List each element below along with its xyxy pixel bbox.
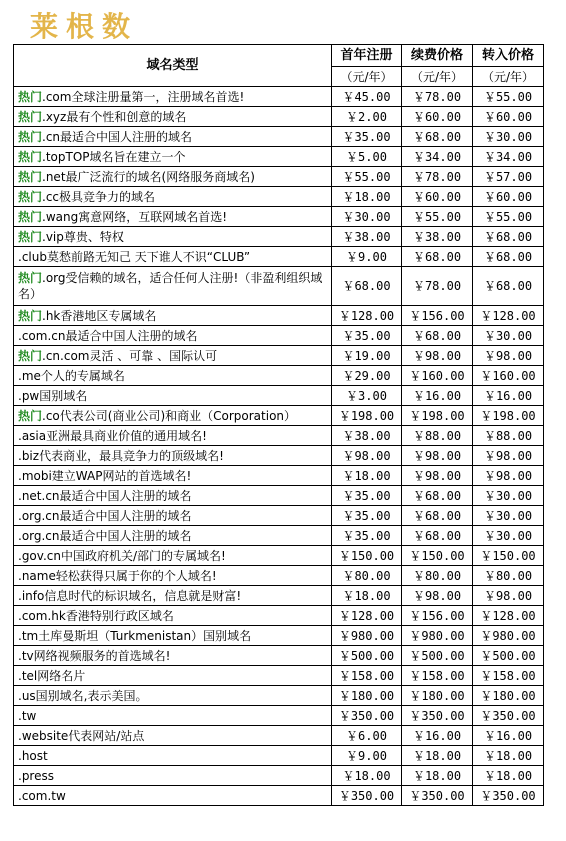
first-year-price: ￥38.00: [332, 227, 402, 247]
domain-type-cell: [14, 506, 332, 526]
table-row: [14, 666, 544, 686]
transfer-price: ￥34.00: [473, 147, 544, 167]
domain-description: .com全球注册量第一，注册域名首选!: [42, 89, 245, 104]
domain-description: .club莫愁前路无知己 天下谁人不识“CLUB”: [18, 249, 251, 264]
first-year-price: ￥35.00: [332, 326, 402, 346]
renewal-price: ￥78.00: [402, 267, 473, 306]
transfer-price: ￥500.00: [473, 646, 544, 666]
domain-type-cell: [14, 426, 332, 446]
renewal-price: ￥156.00: [402, 306, 473, 326]
domain-description: .topTOP域名旨在建立一个: [42, 149, 186, 164]
first-year-price: ￥29.00: [332, 366, 402, 386]
renewal-price: ￥180.00: [402, 686, 473, 706]
first-year-price: ￥3.00: [332, 386, 402, 406]
domain-type-cell: [14, 466, 332, 486]
transfer-price: ￥68.00: [473, 227, 544, 247]
transfer-price: ￥198.00: [473, 406, 544, 426]
first-year-price: ￥9.00: [332, 746, 402, 766]
domain-description: .net最广泛流行的域名(网络服务商域名): [42, 169, 255, 184]
transfer-price: ￥68.00: [473, 267, 544, 306]
table-row: [14, 127, 544, 147]
first-year-price: ￥18.00: [332, 466, 402, 486]
hot-badge: 热门: [18, 129, 43, 144]
transfer-price: ￥128.00: [473, 606, 544, 626]
renewal-price: ￥980.00: [402, 626, 473, 646]
table-row: [14, 386, 544, 406]
transfer-price: ￥68.00: [473, 247, 544, 267]
domain-description: .press: [18, 768, 54, 783]
table-row: [14, 346, 544, 366]
domain-description: .mobi建立WAP网站的首选域名!: [18, 468, 192, 483]
domain-type-cell: [14, 247, 332, 267]
first-year-price: ￥128.00: [332, 606, 402, 626]
domain-type-cell: [14, 626, 332, 646]
renewal-price: ￥16.00: [402, 386, 473, 406]
table-row: [14, 786, 544, 806]
domain-type-cell: [14, 546, 332, 566]
table-row: [14, 187, 544, 207]
table-row: [14, 267, 544, 306]
domain-type-header: 域名类型: [14, 45, 332, 87]
first-year-price: ￥18.00: [332, 586, 402, 606]
renewal-header: 续费价格: [402, 45, 473, 67]
renewal-price: ￥68.00: [402, 486, 473, 506]
transfer-price: ￥98.00: [473, 446, 544, 466]
domain-description: .net.cn最适合中国人注册的域名: [18, 488, 192, 503]
domain-type-cell: [14, 486, 332, 506]
table-row: [14, 87, 544, 107]
table-row: [14, 247, 544, 267]
first-year-price: ￥45.00: [332, 87, 402, 107]
unit-label: （元/年）: [402, 67, 473, 87]
domain-description: .info信息时代的标识域名，信息就是财富!: [18, 588, 242, 603]
transfer-price: ￥60.00: [473, 187, 544, 207]
domain-description: .tel网络名片: [18, 668, 86, 683]
domain-description: .name轻松获得只属于你的个人域名!: [18, 568, 217, 583]
renewal-price: ￥18.00: [402, 766, 473, 786]
table-row: [14, 746, 544, 766]
renewal-price: ￥98.00: [402, 346, 473, 366]
domain-type-cell: [14, 526, 332, 546]
domain-type-cell: [14, 127, 332, 147]
table-row: [14, 586, 544, 606]
renewal-price: ￥156.00: [402, 606, 473, 626]
first-year-price: ￥35.00: [332, 486, 402, 506]
transfer-price: ￥350.00: [473, 786, 544, 806]
transfer-price: ￥55.00: [473, 207, 544, 227]
domain-type-cell: [14, 586, 332, 606]
domain-type-cell: [14, 207, 332, 227]
domain-type-cell: [14, 107, 332, 127]
domain-type-cell: [14, 267, 332, 306]
table-row: [14, 526, 544, 546]
table-row: [14, 306, 544, 326]
table-row: [14, 426, 544, 446]
renewal-price: ￥198.00: [402, 406, 473, 426]
transfer-price: ￥16.00: [473, 386, 544, 406]
transfer-price: ￥30.00: [473, 506, 544, 526]
table-row: [14, 706, 544, 726]
domain-description: .website代表网站/站点: [18, 728, 145, 743]
domain-type-cell: [14, 227, 332, 247]
domain-description: .org.cn最适合中国人注册的域名: [18, 528, 192, 543]
domain-description: .com.cn最适合中国人注册的域名: [18, 328, 198, 343]
renewal-price: ￥350.00: [402, 706, 473, 726]
domain-description: .org受信赖的域名，适合任何人注册!（非盈利组织域名）: [18, 271, 323, 301]
transfer-price: ￥128.00: [473, 306, 544, 326]
first-year-price: ￥198.00: [332, 406, 402, 426]
domain-type-cell: [14, 386, 332, 406]
first-year-price: ￥80.00: [332, 566, 402, 586]
renewal-price: ￥38.00: [402, 227, 473, 247]
renewal-price: ￥158.00: [402, 666, 473, 686]
first-year-price: ￥500.00: [332, 646, 402, 666]
table-row: [14, 366, 544, 386]
transfer-price: ￥350.00: [473, 706, 544, 726]
unit-label: （元/年）: [473, 67, 544, 87]
table-row: [14, 686, 544, 706]
domain-type-cell: [14, 666, 332, 686]
domain-type-cell: [14, 187, 332, 207]
domain-type-cell: [14, 566, 332, 586]
domain-type-cell: [14, 366, 332, 386]
transfer-price: ￥57.00: [473, 167, 544, 187]
renewal-price: ￥68.00: [402, 127, 473, 147]
domain-description: .biz代表商业，最具竞争力的顶级域名!: [18, 448, 224, 463]
hot-badge: 热门: [18, 229, 43, 244]
renewal-price: ￥98.00: [402, 586, 473, 606]
transfer-price: ￥30.00: [473, 486, 544, 506]
domain-type-cell: [14, 326, 332, 346]
domain-type-cell: [14, 446, 332, 466]
domain-description: .cc极具竞争力的域名: [42, 189, 156, 204]
table-row: [14, 506, 544, 526]
table-row: [14, 546, 544, 566]
logo-char: 数: [102, 10, 133, 43]
renewal-price: ￥60.00: [402, 107, 473, 127]
domain-description: .me个人的专属域名: [18, 368, 125, 383]
transfer-price: ￥18.00: [473, 746, 544, 766]
table-row: [14, 167, 544, 187]
table-row: [14, 466, 544, 486]
hot-badge: 热门: [18, 209, 43, 224]
renewal-price: ￥68.00: [402, 526, 473, 546]
domain-type-cell: [14, 726, 332, 746]
table-row: [14, 107, 544, 127]
first-year-price: ￥5.00: [332, 147, 402, 167]
renewal-price: ￥78.00: [402, 167, 473, 187]
hot-badge: 热门: [18, 169, 43, 184]
transfer-price: ￥98.00: [473, 346, 544, 366]
renewal-price: ￥98.00: [402, 466, 473, 486]
table-row: [14, 566, 544, 586]
domain-type-cell: [14, 346, 332, 366]
transfer-price: ￥158.00: [473, 666, 544, 686]
logo: [30, 9, 132, 45]
hot-badge: 热门: [18, 89, 43, 104]
table-row: [14, 147, 544, 167]
transfer-price: ￥60.00: [473, 107, 544, 127]
transfer-price: ￥150.00: [473, 546, 544, 566]
hot-badge: 热门: [18, 408, 43, 423]
renewal-price: ￥88.00: [402, 426, 473, 446]
renewal-price: ￥68.00: [402, 506, 473, 526]
first-year-price: ￥9.00: [332, 247, 402, 267]
domain-type-cell: [14, 167, 332, 187]
first-year-price: ￥38.00: [332, 426, 402, 446]
domain-description: .org.cn最适合中国人注册的域名: [18, 508, 192, 523]
first-year-price: ￥19.00: [332, 346, 402, 366]
table-row: [14, 227, 544, 247]
transfer-price: ￥30.00: [473, 127, 544, 147]
logo-char: 根: [66, 10, 97, 43]
transfer-price: ￥30.00: [473, 526, 544, 546]
domain-description: .gov.cn中国政府机关/部门的专属域名!: [18, 548, 226, 563]
table-row: [14, 446, 544, 466]
domain-description: .co代表公司(商业公司)和商业（Corporation）: [42, 408, 297, 423]
domain-description: .tw: [18, 708, 37, 723]
renewal-price: ￥68.00: [402, 326, 473, 346]
domain-type-cell: [14, 706, 332, 726]
table-row: [14, 486, 544, 506]
transfer-price: ￥55.00: [473, 87, 544, 107]
domain-description: .vip尊贵、特权: [42, 229, 124, 244]
renewal-price: ￥150.00: [402, 546, 473, 566]
domain-description: .wang寓意网络，互联网域名首选!: [42, 209, 228, 224]
domain-description: .com.hk香港特别行政区域名: [18, 608, 174, 623]
renewal-price: ￥55.00: [402, 207, 473, 227]
hot-badge: 热门: [18, 348, 43, 363]
hot-badge: 热门: [18, 308, 43, 323]
domain-type-cell: [14, 87, 332, 107]
domain-type-cell: [14, 406, 332, 426]
table-row: [14, 726, 544, 746]
hot-badge: 热门: [18, 149, 43, 164]
transfer-price: ￥160.00: [473, 366, 544, 386]
first-year-price: ￥128.00: [332, 306, 402, 326]
first-year-price: ￥68.00: [332, 267, 402, 306]
first-year-price: ￥150.00: [332, 546, 402, 566]
first-year-price: ￥158.00: [332, 666, 402, 686]
transfer-price: ￥30.00: [473, 326, 544, 346]
first-year-price: ￥35.00: [332, 526, 402, 546]
domain-description: .pw国别域名: [18, 388, 88, 403]
first-year-price: ￥980.00: [332, 626, 402, 646]
domain-type-cell: [14, 147, 332, 167]
transfer-price: ￥98.00: [473, 466, 544, 486]
domain-description: .asia亚洲最具商业价值的通用域名!: [18, 428, 207, 443]
first-year-price: ￥350.00: [332, 706, 402, 726]
transfer-price: ￥88.00: [473, 426, 544, 446]
first-year-price: ￥55.00: [332, 167, 402, 187]
renewal-price: ￥98.00: [402, 446, 473, 466]
transfer-price: ￥16.00: [473, 726, 544, 746]
transfer-price: ￥980.00: [473, 626, 544, 646]
transfer-price: ￥98.00: [473, 586, 544, 606]
first-year-price: ￥30.00: [332, 207, 402, 227]
renewal-price: ￥500.00: [402, 646, 473, 666]
first-year-price: ￥6.00: [332, 726, 402, 746]
table-row: [14, 626, 544, 646]
renewal-price: ￥350.00: [402, 786, 473, 806]
table-row: [14, 766, 544, 786]
domain-description: .host: [18, 748, 48, 763]
hot-badge: 热门: [18, 189, 43, 204]
domain-description: .us国别域名,表示美国。: [18, 688, 148, 703]
domain-description: .tv网络视频服务的首选域名!: [18, 648, 171, 663]
domain-type-cell: [14, 606, 332, 626]
table-row: [14, 326, 544, 346]
hot-badge: 热门: [18, 109, 43, 124]
table-row: [14, 646, 544, 666]
domain-type-cell: [14, 766, 332, 786]
domain-description: .com.tw: [18, 788, 66, 803]
domain-description: .cn最适合中国人注册的域名: [42, 129, 193, 144]
first-year-price: ￥18.00: [332, 187, 402, 207]
unit-label: （元/年）: [332, 67, 402, 87]
domain-description: .cn.com灵活 、可靠 、国际认可: [42, 348, 218, 363]
renewal-price: ￥60.00: [402, 187, 473, 207]
renewal-price: ￥34.00: [402, 147, 473, 167]
transfer-header: 转入价格: [473, 45, 544, 67]
first-year-price: ￥35.00: [332, 506, 402, 526]
domain-type-cell: [14, 686, 332, 706]
renewal-price: ￥78.00: [402, 87, 473, 107]
first-year-price: ￥350.00: [332, 786, 402, 806]
transfer-price: ￥180.00: [473, 686, 544, 706]
domain-type-cell: [14, 306, 332, 326]
renewal-price: ￥160.00: [402, 366, 473, 386]
renewal-price: ￥16.00: [402, 726, 473, 746]
transfer-price: ￥80.00: [473, 566, 544, 586]
first-year-price: ￥180.00: [332, 686, 402, 706]
first-year-price: ￥2.00: [332, 107, 402, 127]
first-year-price: ￥18.00: [332, 766, 402, 786]
domain-description: .xyz最有个性和创意的域名: [42, 109, 187, 124]
table-row: [14, 207, 544, 227]
renewal-price: ￥18.00: [402, 746, 473, 766]
domain-description: .tm土库曼斯坦（Turkmenistan）国别域名: [18, 628, 252, 643]
transfer-price: ￥18.00: [473, 766, 544, 786]
domain-type-cell: [14, 646, 332, 666]
first-year-price: ￥35.00: [332, 127, 402, 147]
first-year-price: ￥98.00: [332, 446, 402, 466]
domain-description: .hk香港地区专属域名: [42, 308, 157, 323]
domain-type-cell: [14, 786, 332, 806]
domain-type-cell: [14, 746, 332, 766]
domain-price-table: [13, 44, 544, 806]
renewal-price: ￥80.00: [402, 566, 473, 586]
logo-char: 莱: [30, 10, 61, 43]
hot-badge: 热门: [18, 271, 43, 285]
table-row: [14, 606, 544, 626]
table-row: [14, 406, 544, 426]
renewal-price: ￥68.00: [402, 247, 473, 267]
first-year-header: 首年注册: [332, 45, 402, 67]
